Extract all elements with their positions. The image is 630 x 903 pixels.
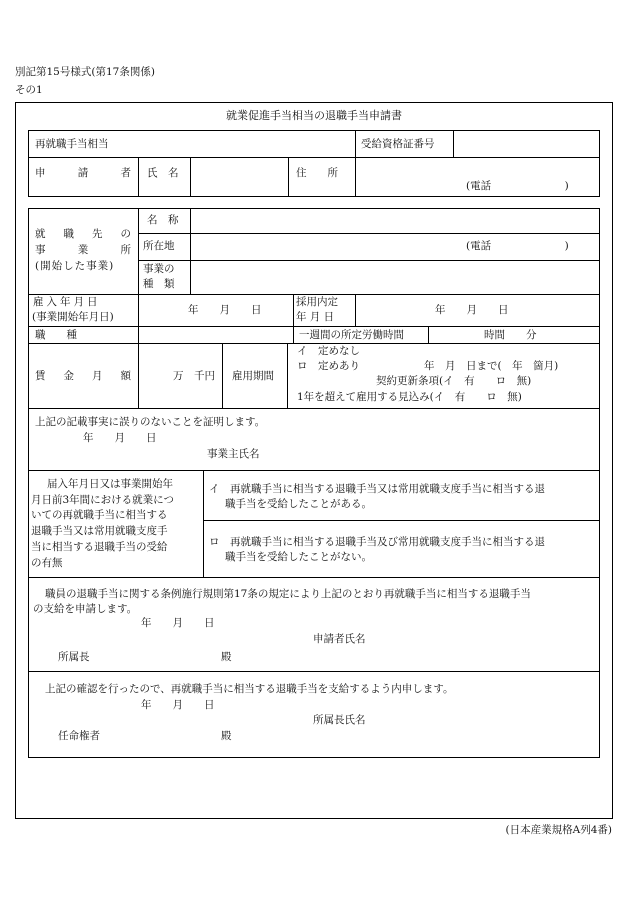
employer-location-label: 所在地 bbox=[143, 240, 175, 252]
planned-date-label-line1: 採用内定 bbox=[296, 296, 338, 308]
application-statement: 職員の退職手当に関する条例施行規則第17条の規定により上記のとおり再就職手当に相当する退職手当 の支給を申請します。 bbox=[33, 588, 531, 615]
business-type-label-line1: 事業の bbox=[143, 263, 175, 275]
report-date[interactable]: 年 月 日 bbox=[141, 699, 215, 711]
employer-name-field[interactable] bbox=[192, 209, 598, 232]
weekly-hours-label: 一週間の所定労働時間 bbox=[299, 329, 404, 341]
address-label: 住 所 bbox=[296, 167, 338, 179]
planned-date-label-line2: 年 月 日 bbox=[296, 311, 335, 323]
employer-label-line1: 就 職 先 の bbox=[35, 228, 131, 240]
paper-size-note: (日本産業規格A列4番) bbox=[505, 824, 612, 836]
report-statement: 上記の確認を行ったので、再就職手当に相当する退職手当を支給するよう内申します。 bbox=[45, 683, 454, 695]
applicant-name-field[interactable] bbox=[192, 158, 286, 195]
hire-date-label-line2: (事業開始年月日) bbox=[32, 311, 114, 323]
employer-phone: (電話 ) bbox=[466, 240, 569, 252]
applicant-phone: (電話 ) bbox=[466, 180, 569, 192]
application-date[interactable]: 年 月 日 bbox=[141, 617, 215, 629]
employer-signature-label: 事業主氏名 bbox=[207, 448, 260, 460]
application-honorific: 殿 bbox=[221, 651, 232, 663]
certification-date[interactable]: 年 月 日 bbox=[83, 432, 157, 444]
employment-period-label: 雇用期間 bbox=[232, 370, 274, 382]
prior-receipt-option-received[interactable]: イ 再就職手当に相当する退職手当又は常用就職支度手当に相当する退 職手当を受給したことがある。 bbox=[209, 483, 545, 510]
hire-date-value[interactable]: 年 月 日 bbox=[188, 304, 262, 316]
form-title: 就業促進手当相当の退職手当申請書 bbox=[226, 109, 402, 122]
name-label: 氏 名 bbox=[147, 167, 179, 179]
employer-label-line2: 事 業 所 bbox=[35, 244, 131, 256]
monthly-wage-label: 賃 金 月 額 bbox=[35, 370, 131, 382]
fixed-period-end-date[interactable]: 年 月 日まで( 年 箇月) bbox=[424, 360, 559, 372]
applicant-label: 申 請 者 bbox=[35, 167, 131, 179]
report-honorific: 殿 bbox=[221, 730, 232, 742]
over-one-year-employment[interactable]: 1年を超えて雇用する見込み(イ 有 ロ 無) bbox=[297, 391, 522, 403]
department-head-addressee: 所属長 bbox=[58, 651, 90, 663]
occupation-label: 職 種 bbox=[35, 329, 77, 341]
occupation-field[interactable] bbox=[140, 327, 292, 342]
form-reference: 別記第15号様式(第17条関係) bbox=[15, 66, 155, 78]
weekly-hours-value[interactable]: 時間 分 bbox=[484, 329, 537, 341]
certification-statement: 上記の記載事実に誤りのないことを証明します。 bbox=[35, 416, 266, 428]
applicant-name-signature-label: 申請者氏名 bbox=[313, 633, 366, 645]
employer-name-label: 名 称 bbox=[147, 214, 179, 226]
monthly-wage-unit[interactable]: 万 千円 bbox=[173, 370, 215, 382]
part-label: その1 bbox=[15, 84, 43, 96]
certificate-number-label: 受給資格証番号 bbox=[361, 138, 435, 150]
contract-renewal-clause[interactable]: 契約更新条項(イ 有 ロ 無) bbox=[376, 375, 532, 387]
employer-label-line3: (開始した事業) bbox=[35, 260, 115, 272]
allowance-equivalent-label: 再就職手当相当 bbox=[35, 138, 109, 150]
period-option-fixed[interactable]: ロ 定めあり bbox=[297, 360, 360, 372]
department-head-name-label: 所属長氏名 bbox=[313, 714, 366, 726]
prior-receipt-option-not-received[interactable]: ロ 再就職手当に相当する退職手当及び常用就職支度手当に相当する退 職手当を受給したことがない。 bbox=[209, 536, 545, 563]
business-type-field[interactable] bbox=[192, 261, 598, 293]
planned-date-value[interactable]: 年 月 日 bbox=[435, 304, 509, 316]
period-option-indefinite[interactable]: イ 定めなし bbox=[297, 345, 360, 357]
certificate-number-field[interactable] bbox=[455, 131, 598, 156]
business-type-label-line2: 種 類 bbox=[143, 278, 175, 290]
hire-date-label-line1: 雇入年月日 bbox=[33, 296, 101, 308]
appointing-authority-addressee: 任命権者 bbox=[58, 730, 100, 742]
prior-receipt-question: 届入年月日又は事業開始年 月日前3年間における就業につ いての再就職手当に相当する 退職手当又は常用就職支度手 当に相当する退職手当の受給 の有無 bbox=[31, 478, 174, 569]
